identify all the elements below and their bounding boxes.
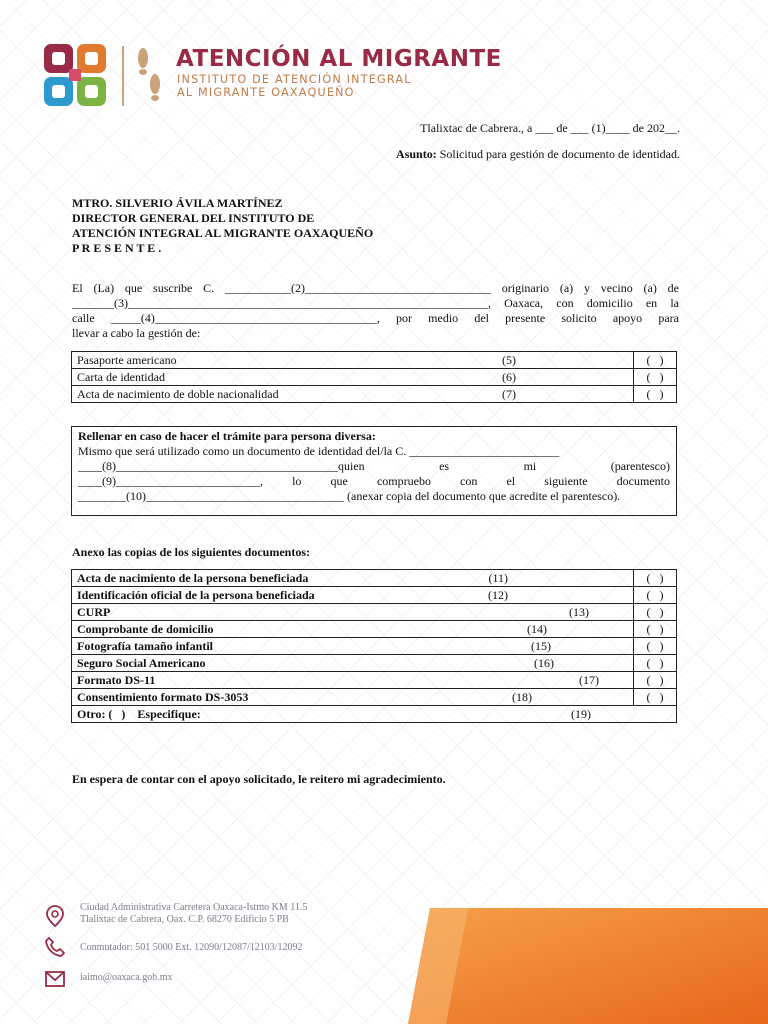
table-row (72, 369, 677, 386)
annex-title: Anexo las copias de los siguientes documentos: (72, 545, 311, 559)
document-checkbox[interactable]: ( ) (634, 621, 677, 638)
brand-subtitle-line1: INSTITUTO DE ATENCIÓN INTEGRAL (177, 73, 412, 86)
closing-text: En espera de contar con el apoyo solicitado, le reitero mi agradecimiento. (72, 772, 446, 786)
footprints-icon (134, 44, 164, 106)
other-document-label: Otro: ( ) Especifique: (72, 706, 478, 723)
procedure-label: Carta de identidad (72, 369, 498, 386)
procedure-label: Acta de nacimiento de doble nacionalidad (72, 386, 498, 403)
subject-text: Solicitud para gestión de documento de identidad. (436, 147, 680, 161)
document-number: (17) (477, 672, 634, 689)
institute-logo-icon (42, 42, 108, 108)
document-label: CURP (72, 604, 478, 621)
document-label: Formato DS-11 (72, 672, 478, 689)
table-row (72, 604, 677, 621)
phone-icon (44, 936, 66, 958)
table-row (72, 638, 677, 655)
table-row (72, 706, 677, 723)
procedure-number: (7) (497, 386, 634, 403)
addressee-institution: ATENCIÓN INTEGRAL AL MIGRANTE OAXAQUEÑO (72, 226, 374, 240)
subject-line (396, 147, 680, 162)
procedure-number: (6) (497, 369, 634, 386)
diverse-line-3: ____(9)________________________, lo que compruebo con el siguiente documento (78, 474, 670, 488)
document-number: (18) (477, 689, 634, 706)
addressee-position: DIRECTOR GENERAL DEL INSTITUTO DE (72, 211, 315, 225)
procedure-label: Pasaporte americano (72, 352, 498, 369)
brand-title: ATENCIÓN AL MIGRANTE (176, 46, 502, 72)
footer-email[interactable]: iaimo@oaxaca.gob.mx (80, 972, 173, 983)
procedure-checkbox[interactable]: ( ) (634, 352, 677, 369)
documents-table (71, 569, 677, 723)
document-label: Identificación oficial de la persona beneficiada (72, 587, 478, 604)
date-line: Tlalixtac de Cabrera., a ___ de ___ (1)____ de 202__. (420, 121, 680, 135)
document-label: Seguro Social Americano (72, 655, 478, 672)
procedure-checkbox[interactable]: ( ) (634, 369, 677, 386)
document-checkbox[interactable]: ( ) (634, 672, 677, 689)
document-checkbox[interactable]: ( ) (634, 604, 677, 621)
subject-label: Asunto: (396, 147, 437, 161)
document-checkbox[interactable]: ( ) (634, 655, 677, 672)
letterhead (42, 40, 522, 110)
table-row (72, 672, 677, 689)
brand-subtitle-line2: AL MIGRANTE OAXAQUEÑO (177, 86, 355, 99)
addressee-name: MTRO. SILVERIO ÁVILA MARTÍNEZ (72, 196, 283, 210)
document-number: (13) (477, 604, 634, 621)
document-checkbox[interactable]: ( ) (634, 689, 677, 706)
document-number: (15) (477, 638, 634, 655)
footer-orange-band (408, 908, 768, 1024)
document-number: (12) (477, 587, 634, 604)
footer-phone: Conmutador: 501 5000 Ext. 12090/12087/12103/12092 (80, 942, 303, 953)
procedure-number: (5) (497, 352, 634, 369)
diverse-line-2: ____(8)_____________________________________quien es mi (parentesco) (78, 459, 670, 473)
document-label: Consentimiento formato DS-3053 (72, 689, 478, 706)
body-line-3: calle _____(4)_____________________________________, por medio del presente solicito apoyo para (72, 311, 679, 325)
procedure-checkbox[interactable]: ( ) (634, 386, 677, 403)
header-divider (122, 46, 124, 106)
document-number: (11) (477, 570, 634, 587)
document-checkbox[interactable]: ( ) (634, 638, 677, 655)
document-checkbox[interactable]: ( ) (634, 570, 677, 587)
email-icon (44, 968, 66, 990)
table-row (72, 352, 677, 369)
document-number: (16) (477, 655, 634, 672)
body-line-4: llevar a cabo la gestión de: (72, 326, 201, 340)
table-row (72, 570, 677, 587)
body-line-1: El (La) que suscribe C. ___________(2)_______________________________ originario (a) y vecino (a) de (72, 281, 679, 295)
table-row (72, 386, 677, 403)
table-row (72, 587, 677, 604)
procedures-table (71, 351, 677, 403)
document-label: Fotografía tamaño infantil (72, 638, 478, 655)
footer-address-line2: Tlalixtac de Cabrera, Oax. C.P. 68270 Edificio 5 PB (80, 914, 289, 925)
diverse-line-1: Mismo que será utilizado como un documento de identidad del/la C. _________________________ (78, 444, 560, 458)
table-row (72, 655, 677, 672)
footer-address-line1: Ciudad Administrativa Carretera Oaxaca-Istmo KM 11.5 (80, 902, 308, 913)
location-pin-icon (44, 905, 66, 927)
diverse-line-4: ________(10)_________________________________ (anexar copia del documento que acredite el parentesco). (78, 489, 621, 503)
document-checkbox[interactable]: ( ) (634, 587, 677, 604)
addressee-presente: P R E S E N T E . (72, 241, 162, 255)
diverse-title: Rellenar en caso de hacer el trámite para persona diversa: (78, 429, 376, 443)
document-number: (14) (477, 621, 634, 638)
document-label: Comprobante de domicilio (72, 621, 478, 638)
table-row (72, 689, 677, 706)
document-number: (19) (477, 706, 677, 723)
document-label: Acta de nacimiento de la persona beneficiada (72, 570, 478, 587)
body-line-2: _______(3)____________________________________________________________, Oaxaca, con domicilio en la (72, 296, 679, 310)
table-row (72, 621, 677, 638)
